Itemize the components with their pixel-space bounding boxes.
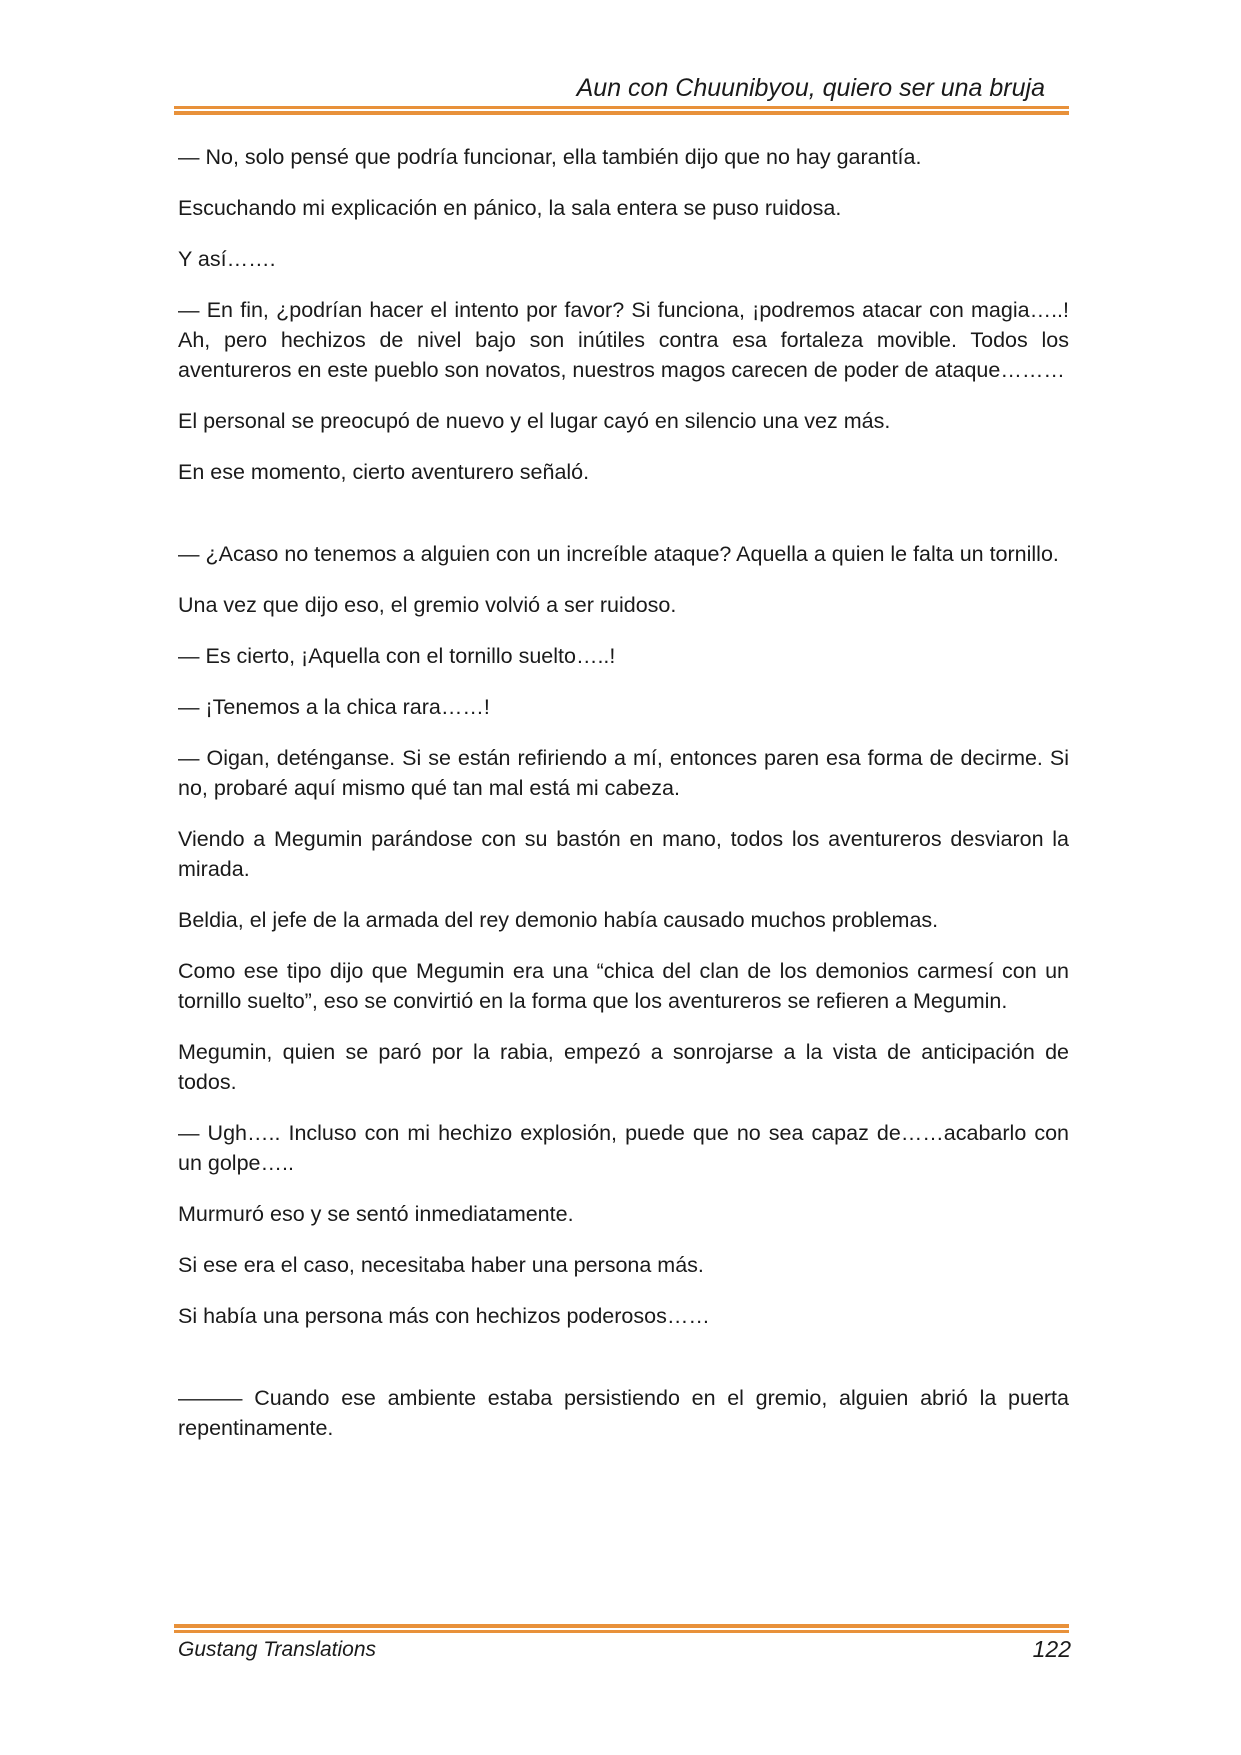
paragraph: ——— Cuando ese ambiente estaba persistiendo en el gremio, alguien abrió la puerta repentinamente. — [178, 1386, 1069, 1440]
paragraph: Si había una persona más con hechizos poderosos…… — [178, 1304, 710, 1328]
header-rule — [174, 106, 1069, 115]
footer-rule — [174, 1624, 1069, 1633]
paragraph: Beldia, el jefe de la armada del rey demonio había causado muchos problemas. — [178, 908, 939, 932]
page-body — [178, 142, 1069, 1464]
paragraph: Si ese era el caso, necesitaba haber una persona más. — [178, 1253, 704, 1277]
paragraph: El personal se preocupó de nuevo y el lugar cayó en silencio una vez más. — [178, 409, 891, 433]
paragraph: Escuchando mi explicación en pánico, la sala entera se puso ruidosa. — [178, 196, 842, 220]
paragraph: Megumin, quien se paró por la rabia, empezó a sonrojarse a la vista de anticipación de todos. — [178, 1040, 1069, 1094]
paragraph: — ¡Tenemos a la chica rara……! — [178, 695, 490, 719]
paragraph: En ese momento, cierto aventurero señaló. — [178, 460, 590, 484]
paragraph: Una vez que dijo eso, el gremio volvió a ser ruidoso. — [178, 593, 677, 617]
running-header-title: Aun con Chuunibyou, quiero ser una bruja — [576, 74, 1045, 102]
paragraph: Y así……. — [178, 247, 276, 271]
paragraph: — Es cierto, ¡Aquella con el tornillo suelto…..! — [178, 644, 616, 668]
page-number: 122 — [1032, 1636, 1071, 1662]
paragraph: Murmuró eso y se sentó inmediatamente. — [178, 1202, 574, 1226]
paragraph: — No, solo pensé que podría funcionar, ella también dijo que no hay garantía. — [178, 145, 922, 169]
paragraph: — En fin, ¿podrían hacer el intento por favor? Si funciona, ¡podremos atacar con magia…..! Ah, pero hechizos de nivel bajo son inútiles contra esa fortaleza movible. Todos los aventureros en este pueblo son novatos, nuestros magos carecen de poder de ataque……… — [178, 298, 1069, 382]
paragraph: — Oigan, deténganse. Si se están refiriendo a mí, entonces paren esa forma de decirme. Si no, probaré aquí mismo qué tan mal está mi cabeza. — [178, 746, 1069, 800]
paragraph: — Ugh….. Incluso con mi hechizo explosión, puede que no sea capaz de……acabarlo con un golpe….. — [178, 1121, 1069, 1175]
paragraph: Viendo a Megumin parándose con su bastón en mano, todos los aventureros desviaron la mirada. — [178, 827, 1069, 881]
paragraph: — ¿Acaso no tenemos a alguien con un increíble ataque? Aquella a quien le falta un tornillo. — [178, 542, 1059, 566]
footer-publisher: Gustang Translations — [178, 1638, 377, 1661]
paragraph: Como ese tipo dijo que Megumin era una “chica del clan de los demonios carmesí con un tornillo suelto”, eso se convirtió en la forma que los aventureros se refieren a Megumin. — [178, 959, 1069, 1013]
